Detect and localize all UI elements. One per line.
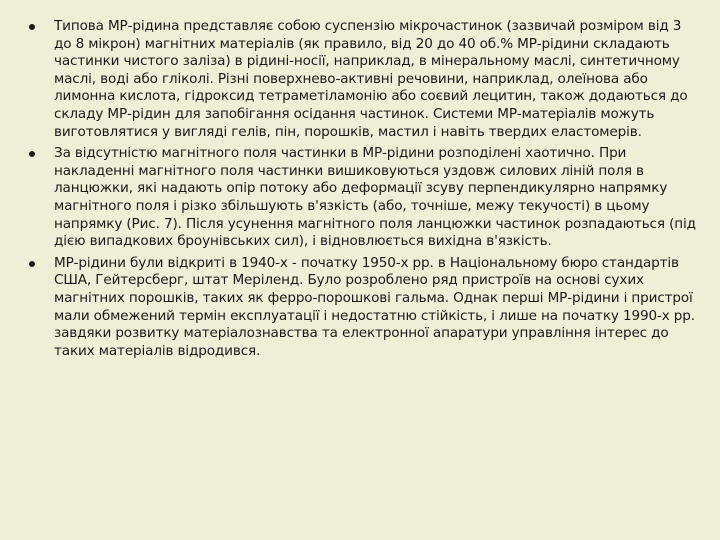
bullet-text: МР-рідини були відкриті в 1940-х - початку 1950-х рр. в Національному бюро стандартів США, Гейтерсберг, штат Меріленд. Було розроблено ряд пристроїв на основі сухих магнітних порошків, таких як ферро-порошкові гальма. Однак перші МР-рідини і пристрої мали обмежений термін експлуатації і недостатню стійкість, і лише на початку 1990-х рр. завдяки розвитку матеріалознавства та електронної апаратури управління інтерес до таких матеріалів відродився. bbox=[54, 254, 695, 359]
bullet-point-icon bbox=[29, 261, 35, 267]
bullet-text: Типова МР-рідина представляє собою суспензію мікрочастинок (зазвичай розміром від 3 до 8 мікрон) магнітних матеріалів (як правило, від 20 до 40 об.% МР-рідини складають частинки чистого заліза) в рідині-носії, наприклад, в мінеральному маслі, синтетичному маслі, воді або гліколі. Різні поверхнево-активні речовини, наприклад, олеїнова або лимонна кислота, гідроксид тетраметіламонію або соєвий лецитин, також додаються до складу МР-рідин для запобігання осідання частинок. Системи МР-матеріалів можуть виготовлятися у вигляді гелів, пін, порошків, мастил і навіть твердих еластомерів. bbox=[54, 18, 688, 140]
bullet-item bbox=[28, 255, 696, 361]
bullet-point-icon bbox=[29, 24, 35, 30]
bullet-item bbox=[28, 145, 696, 251]
bullet-list bbox=[28, 18, 696, 364]
bullet-text: За відсутністю магнітного поля частинки в МР-рідини розподілені хаотично. При накладенні магнітного поля частинки вишиковуються уздовж силових ліній поля в ланцюжки, які надають опір потоку або деформації зсуву перпендикулярно напрямку магнітного поля і різко збільшують в'язкість (або, точніше, межу текучості) в цьому напрямку (Рис. 7). Після усунення магнітного поля ланцюжки частинок розпадаються (під дією випадкових броунівських сил), і відновлюється вихідна в'язкість. bbox=[54, 145, 696, 250]
bullet-item bbox=[28, 18, 696, 141]
bullet-point-icon bbox=[29, 151, 35, 157]
